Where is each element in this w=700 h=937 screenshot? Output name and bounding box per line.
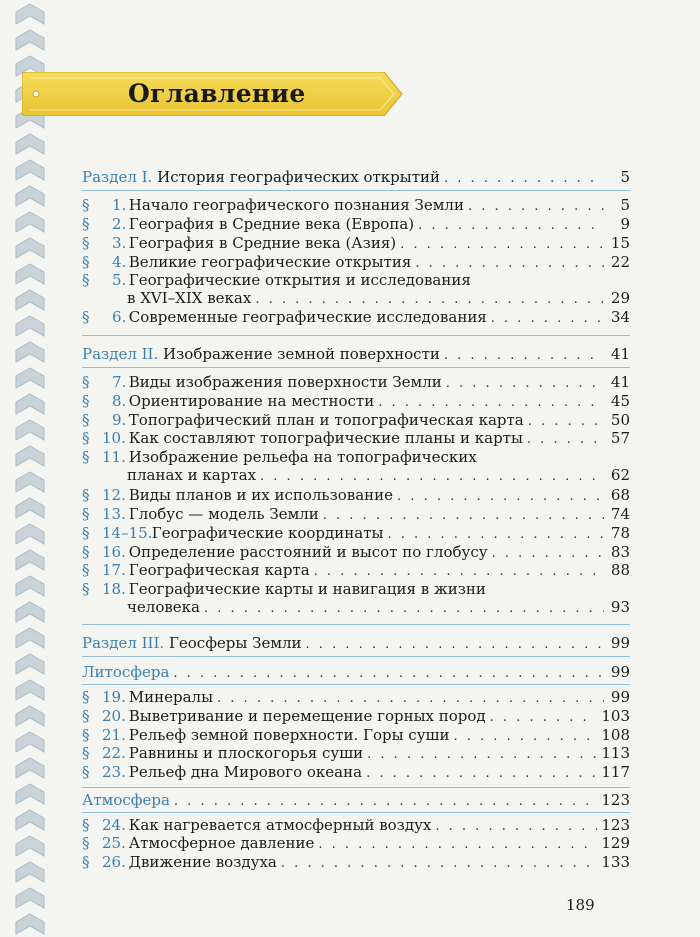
section-sign: § [82, 580, 90, 598]
page-ref: 123 [601, 816, 630, 834]
section-sign: § [82, 486, 90, 504]
toc-paragraph[interactable] [82, 234, 630, 252]
toc-paragraph[interactable] [82, 505, 630, 523]
toc-subpart-atmosphere[interactable] [82, 791, 630, 809]
chevron-ornament-icon [16, 212, 44, 232]
part-label: Раздел I. [82, 168, 153, 186]
toc-paragraph[interactable] [82, 524, 630, 542]
section-sign: § [82, 524, 90, 542]
leader-dots [173, 665, 604, 683]
paragraph-title: Современные географические исследования [128, 308, 487, 326]
page-ref: 99 [610, 634, 630, 652]
leader-dots [260, 468, 604, 486]
paragraph-title: Великие географические открытия [128, 253, 412, 271]
page-ref: 57 [610, 429, 630, 447]
page-number: 189 [566, 896, 595, 914]
leader-dots [306, 636, 604, 654]
paragraph-title: Географические координаты [151, 524, 384, 542]
toc-paragraph[interactable] [82, 816, 630, 834]
paragraph-title: Виды планов и их использование [128, 486, 394, 504]
chevron-ornament-icon [16, 914, 44, 934]
section-sign: § [82, 707, 90, 725]
section-sign: § [82, 834, 90, 852]
paragraph-title-continued: планах и картах [127, 466, 257, 484]
chevron-ornament-icon [16, 784, 44, 804]
paragraph-number: 23. [102, 763, 126, 781]
page-ref: 9 [620, 215, 630, 233]
toc-part-1[interactable] [82, 168, 630, 186]
paragraph-title: Изображение рельефа на топографических [128, 448, 477, 466]
divider [82, 787, 630, 788]
toc-part-2[interactable] [82, 345, 630, 363]
paragraph-number: 2. [112, 215, 127, 233]
page-ref: 41 [610, 373, 630, 391]
leader-dots [314, 563, 604, 581]
chevron-ornament-icon [16, 576, 44, 596]
leader-dots [418, 217, 604, 235]
chevron-ornament-icon [16, 394, 44, 414]
toc-paragraph[interactable] [82, 308, 630, 326]
paragraph-number: 10. [102, 429, 126, 447]
divider [82, 656, 630, 657]
paragraph-number: 16. [102, 543, 126, 561]
paragraph-title: Географические открытия и исследования [128, 271, 471, 289]
section-sign: § [82, 505, 90, 523]
chevron-ornament-icon [16, 888, 44, 908]
subpart-title: Атмосфера [82, 791, 170, 809]
leader-dots [174, 793, 597, 811]
section-sign: § [82, 853, 90, 871]
paragraph-number: 17. [102, 561, 126, 579]
part-title: Изображение земной поверхности [163, 345, 440, 363]
paragraph-title: Рельеф земной поверхности. Горы суши [128, 726, 450, 744]
chevron-ornament-icon [16, 680, 44, 700]
chevron-ornament-icon [16, 524, 44, 544]
section-sign: § [82, 543, 90, 561]
chevron-ornament-icon [16, 134, 44, 154]
chevron-ornament-icon [16, 342, 44, 362]
paragraph-number: 4. [112, 253, 127, 271]
section-sign: § [82, 561, 90, 579]
section-sign: § [82, 726, 90, 744]
part-title: История географических открытий [157, 168, 440, 186]
toc-part-3[interactable] [82, 634, 630, 652]
leader-dots [217, 690, 604, 708]
part-label: Раздел III. [82, 634, 165, 652]
divider [82, 624, 630, 625]
paragraph-title: Рельеф дна Мирового океана [128, 763, 363, 781]
page-ref: 5 [620, 196, 630, 214]
leader-dots [491, 310, 604, 328]
section-sign: § [82, 373, 90, 391]
toc-paragraph[interactable] [82, 271, 630, 289]
page-ref: 83 [610, 543, 630, 561]
leader-dots [387, 526, 604, 544]
page-ref: 74 [610, 505, 630, 523]
page-ref: 123 [601, 791, 630, 809]
paragraph-number: 12. [102, 486, 126, 504]
banner-dot-icon [33, 91, 39, 97]
part-title: Геосферы Земли [168, 634, 302, 652]
paragraph-number: 18. [102, 580, 126, 598]
chevron-ornament-icon [16, 316, 44, 336]
paragraph-number: 19. [102, 688, 126, 706]
toc-paragraph[interactable] [82, 561, 630, 579]
part-label: Раздел II. [82, 345, 159, 363]
section-sign: § [82, 411, 90, 429]
paragraph-number: 6. [112, 308, 127, 326]
toc-paragraph[interactable] [82, 253, 630, 271]
divider [82, 190, 630, 191]
divider [82, 335, 630, 336]
paragraph-number: 22. [102, 744, 126, 762]
divider [82, 812, 630, 813]
page-ref: 62 [610, 466, 630, 484]
section-sign: § [82, 253, 90, 271]
toc-paragraph[interactable] [82, 215, 630, 233]
chevron-ornament-icon [16, 498, 44, 518]
section-sign: § [82, 448, 90, 466]
paragraph-title: Выветривание и перемещение горных пород [128, 707, 486, 725]
page-ref: 103 [601, 707, 630, 725]
paragraph-number: 9. [112, 411, 127, 429]
paragraph-number: 5. [112, 271, 127, 289]
paragraph-title: Глобус — модель Земли [128, 505, 319, 523]
chevron-ornament-icon [16, 732, 44, 752]
paragraph-title: Атмосферное давление [128, 834, 315, 852]
toc-subpart-lithosphere[interactable] [82, 663, 630, 681]
leader-dots [281, 855, 598, 873]
leader-dots [204, 600, 604, 618]
divider [82, 367, 630, 368]
chevron-ornament-icon [16, 550, 44, 570]
toc-paragraph[interactable] [82, 744, 630, 762]
paragraph-number: 3. [112, 234, 127, 252]
section-sign: § [82, 271, 90, 289]
leader-dots [527, 431, 604, 449]
paragraph-number: 24. [102, 816, 126, 834]
chevron-ornament-icon [16, 4, 44, 24]
section-sign: § [82, 763, 90, 781]
leader-dots [366, 765, 597, 783]
page-ref: 45 [610, 392, 630, 410]
toc-paragraph[interactable] [82, 688, 630, 706]
decorative-border [0, 0, 60, 937]
page-ref: 99 [610, 688, 630, 706]
page-ref: 29 [610, 289, 630, 307]
toc-paragraph-continuation[interactable] [82, 466, 630, 484]
paragraph-title: Географическая карта [128, 561, 310, 579]
paragraph-title-continued: человека [127, 598, 200, 616]
paragraph-number: 21. [102, 726, 126, 744]
page-title: Оглавление [128, 79, 306, 108]
chevron-ornament-icon [16, 420, 44, 440]
page-ref: 113 [601, 744, 630, 762]
divider [82, 684, 630, 685]
paragraph-title: Топографический план и топографическая карта [128, 411, 524, 429]
chevron-ornament-icon [16, 264, 44, 284]
paragraph-title: Минералы [128, 688, 214, 706]
paragraph-number: 14–15. [102, 524, 153, 542]
paragraph-title: Как нагревается атмосферный воздух [128, 816, 432, 834]
toc-paragraph[interactable] [82, 411, 630, 429]
chevron-ornament-icon [16, 30, 44, 50]
chevron-ornament-icon [16, 472, 44, 492]
chevron-ornament-icon [16, 186, 44, 206]
leader-dots [367, 746, 597, 764]
toc-paragraph[interactable] [82, 543, 630, 561]
toc-paragraph-continuation[interactable] [82, 289, 630, 307]
page-ref: 41 [610, 345, 630, 363]
paragraph-title: Начало географического познания Земли [128, 196, 464, 214]
chevron-ornament-icon [16, 758, 44, 778]
chevron-ornament-icon [16, 290, 44, 310]
toc-paragraph[interactable] [82, 373, 630, 391]
paragraph-title: Виды изображения поверхности Земли [128, 373, 442, 391]
page-ref: 68 [610, 486, 630, 504]
paragraph-title: Географические карты и навигация в жизни [128, 580, 486, 598]
section-sign: § [82, 688, 90, 706]
page-ref: 93 [610, 598, 630, 616]
leader-dots [378, 394, 604, 412]
paragraph-number: 1. [112, 196, 127, 214]
page-ref: 133 [601, 853, 630, 871]
toc-paragraph[interactable] [82, 486, 630, 504]
leader-dots [397, 488, 604, 506]
paragraph-number: 13. [102, 505, 126, 523]
toc-paragraph-continuation[interactable] [82, 598, 630, 616]
page-ref: 117 [601, 763, 630, 781]
chevron-ornament-icon [16, 810, 44, 830]
section-sign: § [82, 816, 90, 834]
page-ref: 22 [610, 253, 630, 271]
section-sign: § [82, 196, 90, 214]
section-sign: § [82, 215, 90, 233]
leader-dots [490, 709, 598, 727]
page-ref: 88 [610, 561, 630, 579]
chevron-ornament-icon [16, 446, 44, 466]
toc-paragraph[interactable] [82, 392, 630, 410]
toc-paragraph[interactable] [82, 726, 630, 744]
paragraph-title: Как составляют топографические планы и карты [128, 429, 523, 447]
paragraph-title: География в Средние века (Европа) [128, 215, 415, 233]
leader-dots [468, 198, 604, 216]
leader-dots [323, 507, 604, 525]
page-ref: 99 [610, 663, 630, 681]
paragraph-number: 7. [112, 373, 127, 391]
leader-dots [400, 236, 604, 254]
paragraph-number: 8. [112, 392, 127, 410]
chevron-ornament-icon [16, 862, 44, 882]
leader-dots [444, 170, 604, 188]
paragraph-number: 20. [102, 707, 126, 725]
paragraph-title-continued: в XVI–XIX веках [127, 289, 252, 307]
chevron-ornament-icon [16, 836, 44, 856]
section-sign: § [82, 392, 90, 410]
leader-dots [446, 375, 604, 393]
paragraph-title: Ориентирование на местности [128, 392, 375, 410]
chevron-ornament-icon [16, 160, 44, 180]
chevron-ornament-icon [16, 368, 44, 388]
leader-dots [318, 836, 597, 854]
chevron-ornament-icon [16, 706, 44, 726]
paragraph-title: Определение расстояний и высот по глобусу [128, 543, 488, 561]
subpart-title: Литосфера [82, 663, 170, 681]
page-ref: 50 [610, 411, 630, 429]
chevron-ornament-icon [16, 238, 44, 258]
toc-paragraph[interactable] [82, 763, 630, 781]
paragraph-title: Движение воздуха [128, 853, 277, 871]
page-ref: 78 [610, 524, 630, 542]
section-sign: § [82, 744, 90, 762]
toc-paragraph[interactable] [82, 853, 630, 871]
paragraph-number: 26. [102, 853, 126, 871]
section-sign: § [82, 234, 90, 252]
page-ref: 34 [610, 308, 630, 326]
section-sign: § [82, 308, 90, 326]
paragraph-title: География в Средние века (Азия) [128, 234, 397, 252]
leader-dots [255, 291, 604, 309]
paragraph-number: 11. [102, 448, 126, 466]
toc-paragraph[interactable] [82, 707, 630, 725]
toc-paragraph[interactable] [82, 834, 630, 852]
chevron-ornament-icon [16, 654, 44, 674]
paragraph-title: Равнины и плоскогорья суши [128, 744, 364, 762]
toc-paragraph[interactable] [82, 580, 630, 598]
section-sign: § [82, 429, 90, 447]
page-ref: 129 [601, 834, 630, 852]
chevron-ornament-icon [16, 628, 44, 648]
page-ref: 5 [620, 168, 630, 186]
toc-paragraph[interactable] [82, 196, 630, 214]
toc-paragraph[interactable] [82, 429, 630, 447]
page-ref: 15 [610, 234, 630, 252]
chevron-ornament-icon [16, 602, 44, 622]
page-ref: 108 [601, 726, 630, 744]
toc-paragraph[interactable] [82, 448, 630, 466]
leader-dots [444, 347, 604, 365]
paragraph-number: 25. [102, 834, 126, 852]
